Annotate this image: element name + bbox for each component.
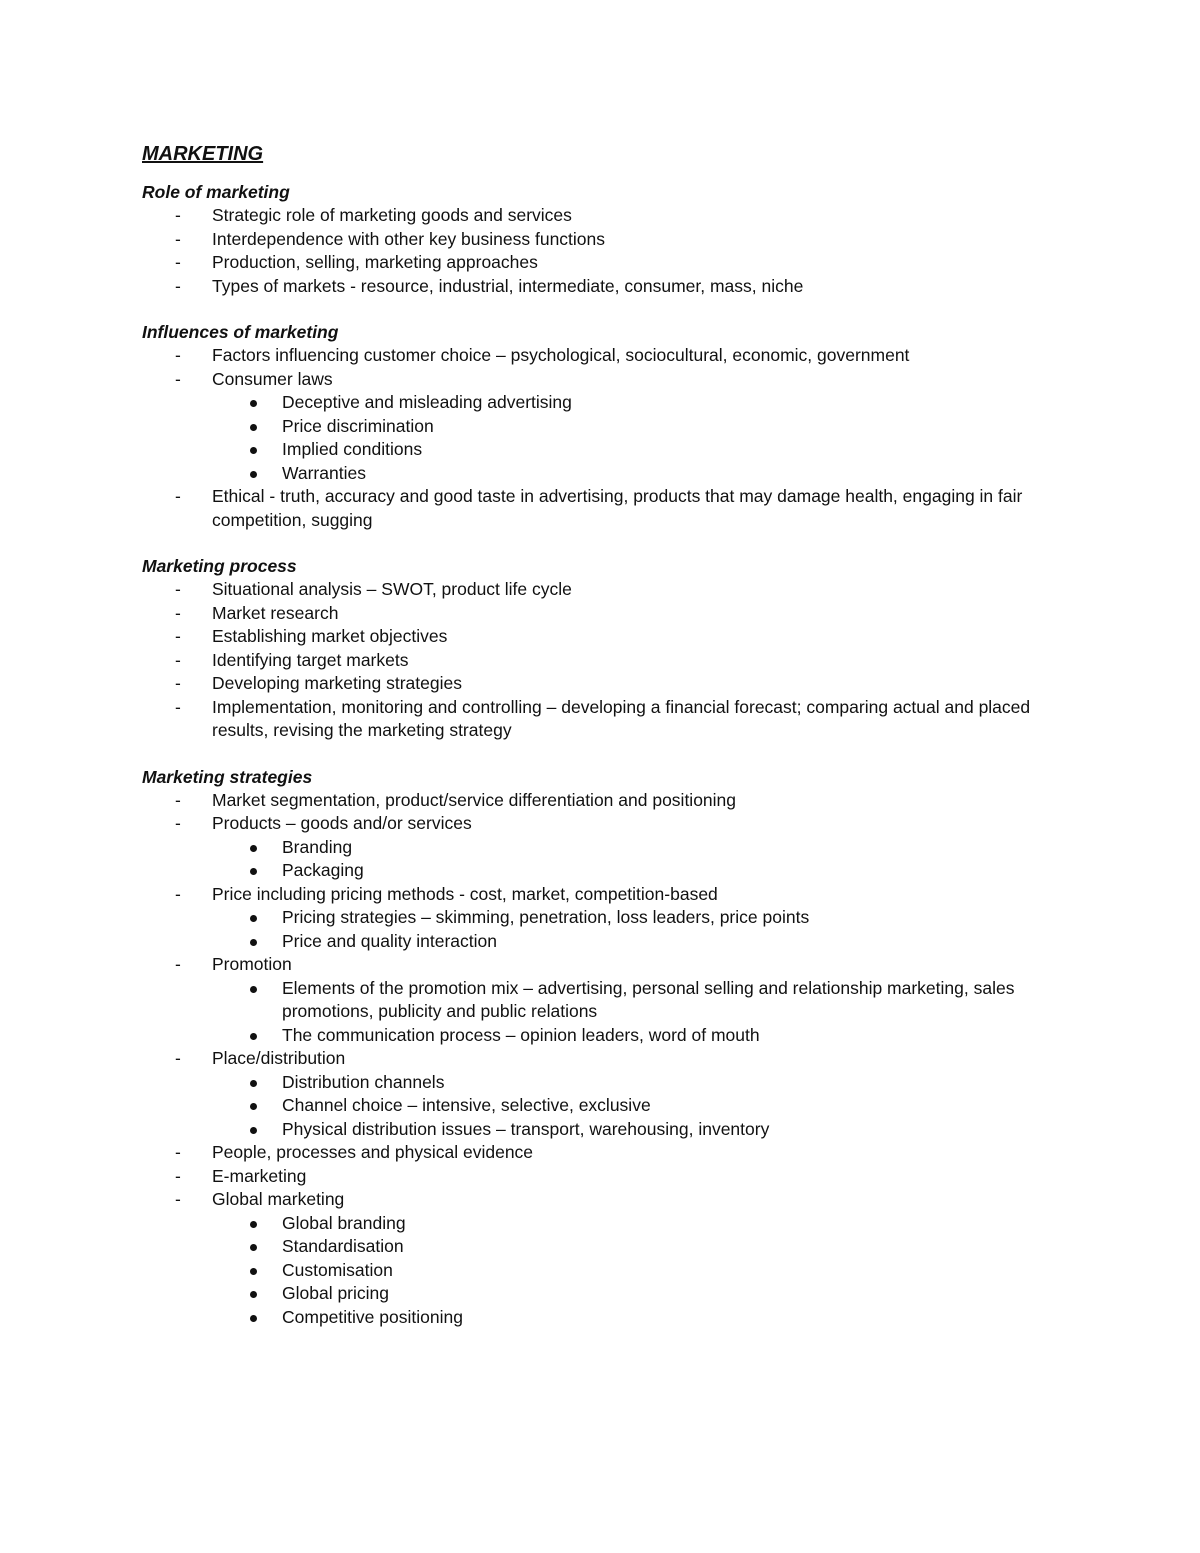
- bullet-dot-icon: [250, 1268, 257, 1275]
- list-item: [142, 1188, 1062, 1329]
- list-item-text: Factors influencing customer choice – psychological, sociocultural, economic, government: [212, 345, 910, 365]
- list-item: [142, 578, 1062, 602]
- dash-bullet-icon: -: [175, 1189, 181, 1209]
- sub-list-item: [212, 1118, 1062, 1142]
- bullet-dot-icon: [250, 1244, 257, 1251]
- list-item-text: Global marketing: [212, 1189, 345, 1209]
- bullet-dot-icon: [250, 845, 257, 852]
- list-item-text: Ethical - truth, accuracy and good taste in advertising, products that may damage health, engaging in fair competition, sugging: [212, 486, 1023, 530]
- list-item: [142, 1141, 1062, 1165]
- list-item-text: Developing marketing strategies: [212, 673, 462, 693]
- sub-list-item: [212, 930, 1062, 954]
- section-heading: Marketing strategies: [142, 766, 313, 787]
- sub-list-item: [212, 1212, 1062, 1236]
- sub-list-item-text: Packaging: [282, 860, 364, 880]
- bullet-dot-icon: [250, 1315, 257, 1322]
- list-item-text: Consumer laws: [212, 368, 333, 389]
- sub-list-item: [212, 1259, 1062, 1283]
- dash-bullet-icon: -: [175, 883, 181, 904]
- dash-bullet-icon: -: [175, 1165, 181, 1186]
- sub-list-item-text: Elements of the promotion mix – advertising, personal selling and relationship marketing, sales promotions, publicity and public relations: [282, 977, 1015, 1021]
- sub-list-item-text: Price discrimination: [282, 415, 434, 436]
- list-item-text: Strategic role of marketing goods and services: [212, 205, 572, 225]
- dash-bullet-icon: -: [175, 345, 181, 365]
- sub-list-item: [212, 977, 1062, 1024]
- sub-list-item-text: Pricing strategies – skimming, penetration, loss leaders, price points: [282, 907, 810, 927]
- sub-list-item-text: Warranties: [282, 462, 366, 483]
- list-item-text: Market segmentation, product/service differentiation and positioning: [212, 789, 737, 810]
- list-item: [142, 368, 1062, 486]
- dash-bullet-icon: -: [175, 1048, 181, 1068]
- list-item: [142, 275, 1062, 299]
- sub-list: [212, 1212, 1062, 1330]
- list-item: [142, 625, 1062, 649]
- bullet-dot-icon: [250, 868, 257, 875]
- list-item: [142, 953, 1062, 1047]
- dash-bullet-icon: -: [175, 602, 181, 623]
- sub-list-item-text: Global pricing: [282, 1283, 389, 1303]
- bullet-dot-icon: [250, 1291, 257, 1298]
- list-item: [142, 696, 1062, 743]
- sub-list-item: [212, 1094, 1062, 1118]
- sub-list: [212, 391, 1062, 485]
- sub-list: [212, 836, 1062, 883]
- list-item: [142, 344, 1062, 368]
- list-item: [142, 649, 1062, 673]
- sub-list-item: [212, 462, 1062, 486]
- bullet-dot-icon: [250, 1033, 257, 1040]
- section-heading: Marketing process: [142, 556, 297, 576]
- dash-bullet-icon: -: [175, 626, 181, 646]
- list-item-text: Price including pricing methods - cost, market, competition-based: [212, 883, 718, 904]
- section-heading: Role of marketing: [142, 182, 290, 202]
- section-heading: Influences of marketing: [142, 322, 339, 342]
- sub-list-item: [212, 415, 1062, 439]
- list-item-text: Place/distribution: [212, 1048, 346, 1068]
- bullet-dot-icon: [250, 424, 257, 431]
- sub-list-item-text: Customisation: [282, 1259, 393, 1280]
- bullet-dot-icon: [250, 986, 257, 993]
- dash-bullet-icon: -: [175, 205, 181, 225]
- list-item-text: Market research: [212, 602, 339, 623]
- sub-list: [212, 977, 1062, 1048]
- sub-list-item: [212, 391, 1062, 415]
- list-item: [142, 812, 1062, 883]
- bullet-dot-icon: [250, 400, 257, 407]
- sub-list-item-text: Implied conditions: [282, 439, 423, 459]
- dash-bullet-icon: -: [175, 252, 181, 272]
- list-item-text: Production, selling, marketing approaches: [212, 252, 538, 272]
- sub-list-item: [212, 1282, 1062, 1306]
- list-item: [142, 883, 1062, 954]
- section: [142, 320, 1062, 532]
- dash-bullet-icon: -: [175, 789, 181, 810]
- dash-bullet-icon: -: [175, 673, 181, 693]
- sub-list-item-text: Competitive positioning: [282, 1306, 463, 1327]
- sub-list: [212, 1071, 1062, 1142]
- sections-container: [142, 180, 1062, 1329]
- sub-list-item: [212, 836, 1062, 860]
- sub-list-item: [212, 859, 1062, 883]
- dash-list: [142, 204, 1062, 298]
- sub-list-item-text: Global branding: [282, 1212, 406, 1233]
- sub-list-item: [212, 906, 1062, 930]
- sub-list-item: [212, 1235, 1062, 1259]
- list-item-text: Products – goods and/or services: [212, 813, 472, 833]
- list-item: [142, 672, 1062, 696]
- section: [142, 765, 1062, 1330]
- list-item: [142, 251, 1062, 275]
- dash-bullet-icon: -: [175, 649, 181, 670]
- bullet-dot-icon: [250, 1127, 257, 1134]
- sub-list-item: [212, 1024, 1062, 1048]
- bullet-dot-icon: [250, 447, 257, 454]
- list-item-text: Promotion: [212, 954, 292, 974]
- bullet-dot-icon: [250, 939, 257, 946]
- list-item: [142, 602, 1062, 626]
- sub-list-item-text: The communication process – opinion leaders, word of mouth: [282, 1024, 760, 1045]
- list-item-text: Situational analysis – SWOT, product life cycle: [212, 579, 572, 599]
- document-title: MARKETING: [142, 143, 264, 165]
- dash-list: [142, 789, 1062, 1330]
- dash-bullet-icon: -: [175, 275, 181, 296]
- dash-list: [142, 578, 1062, 743]
- list-item: [142, 789, 1062, 813]
- list-item: [142, 228, 1062, 252]
- list-item-text: E-marketing: [212, 1165, 307, 1186]
- sub-list-item-text: Physical distribution issues – transport, warehousing, inventory: [282, 1118, 770, 1139]
- sub-list-item: [212, 438, 1062, 462]
- list-item-text: Establishing market objectives: [212, 626, 448, 646]
- dash-list: [142, 344, 1062, 532]
- sub-list-item-text: Standardisation: [282, 1236, 404, 1256]
- bullet-dot-icon: [250, 915, 257, 922]
- list-item-text: Identifying target markets: [212, 649, 409, 670]
- list-item-text: Implementation, monitoring and controlling – developing a financial forecast; comparing actual and placed results, revising the marketing strategy: [212, 696, 1031, 740]
- list-item: [142, 485, 1062, 532]
- list-item: [142, 1047, 1062, 1141]
- dash-bullet-icon: -: [175, 813, 181, 833]
- bullet-dot-icon: [250, 471, 257, 478]
- dash-bullet-icon: -: [175, 1142, 181, 1162]
- sub-list-item-text: Channel choice – intensive, selective, exclusive: [282, 1095, 651, 1115]
- bullet-dot-icon: [250, 1103, 257, 1110]
- dash-bullet-icon: -: [175, 228, 181, 249]
- document-page: [142, 140, 1062, 1351]
- sub-list: [212, 906, 1062, 953]
- bullet-dot-icon: [250, 1221, 257, 1228]
- sub-list-item-text: Deceptive and misleading advertising: [282, 392, 572, 412]
- section: [142, 554, 1062, 743]
- bullet-dot-icon: [250, 1080, 257, 1087]
- list-item-text: Interdependence with other key business functions: [212, 228, 606, 249]
- dash-bullet-icon: -: [175, 954, 181, 974]
- sub-list-item: [212, 1071, 1062, 1095]
- list-item: [142, 1165, 1062, 1189]
- section: [142, 180, 1062, 298]
- sub-list-item-text: Distribution channels: [282, 1071, 445, 1092]
- list-item-text: Types of markets - resource, industrial, intermediate, consumer, mass, niche: [212, 275, 804, 296]
- dash-bullet-icon: -: [175, 696, 181, 717]
- dash-bullet-icon: -: [175, 486, 181, 506]
- list-item-text: People, processes and physical evidence: [212, 1142, 534, 1162]
- dash-bullet-icon: -: [175, 579, 181, 599]
- sub-list-item-text: Branding: [282, 836, 353, 857]
- sub-list-item: [212, 1306, 1062, 1330]
- sub-list-item-text: Price and quality interaction: [282, 930, 497, 951]
- list-item: [142, 204, 1062, 228]
- dash-bullet-icon: -: [175, 368, 181, 389]
